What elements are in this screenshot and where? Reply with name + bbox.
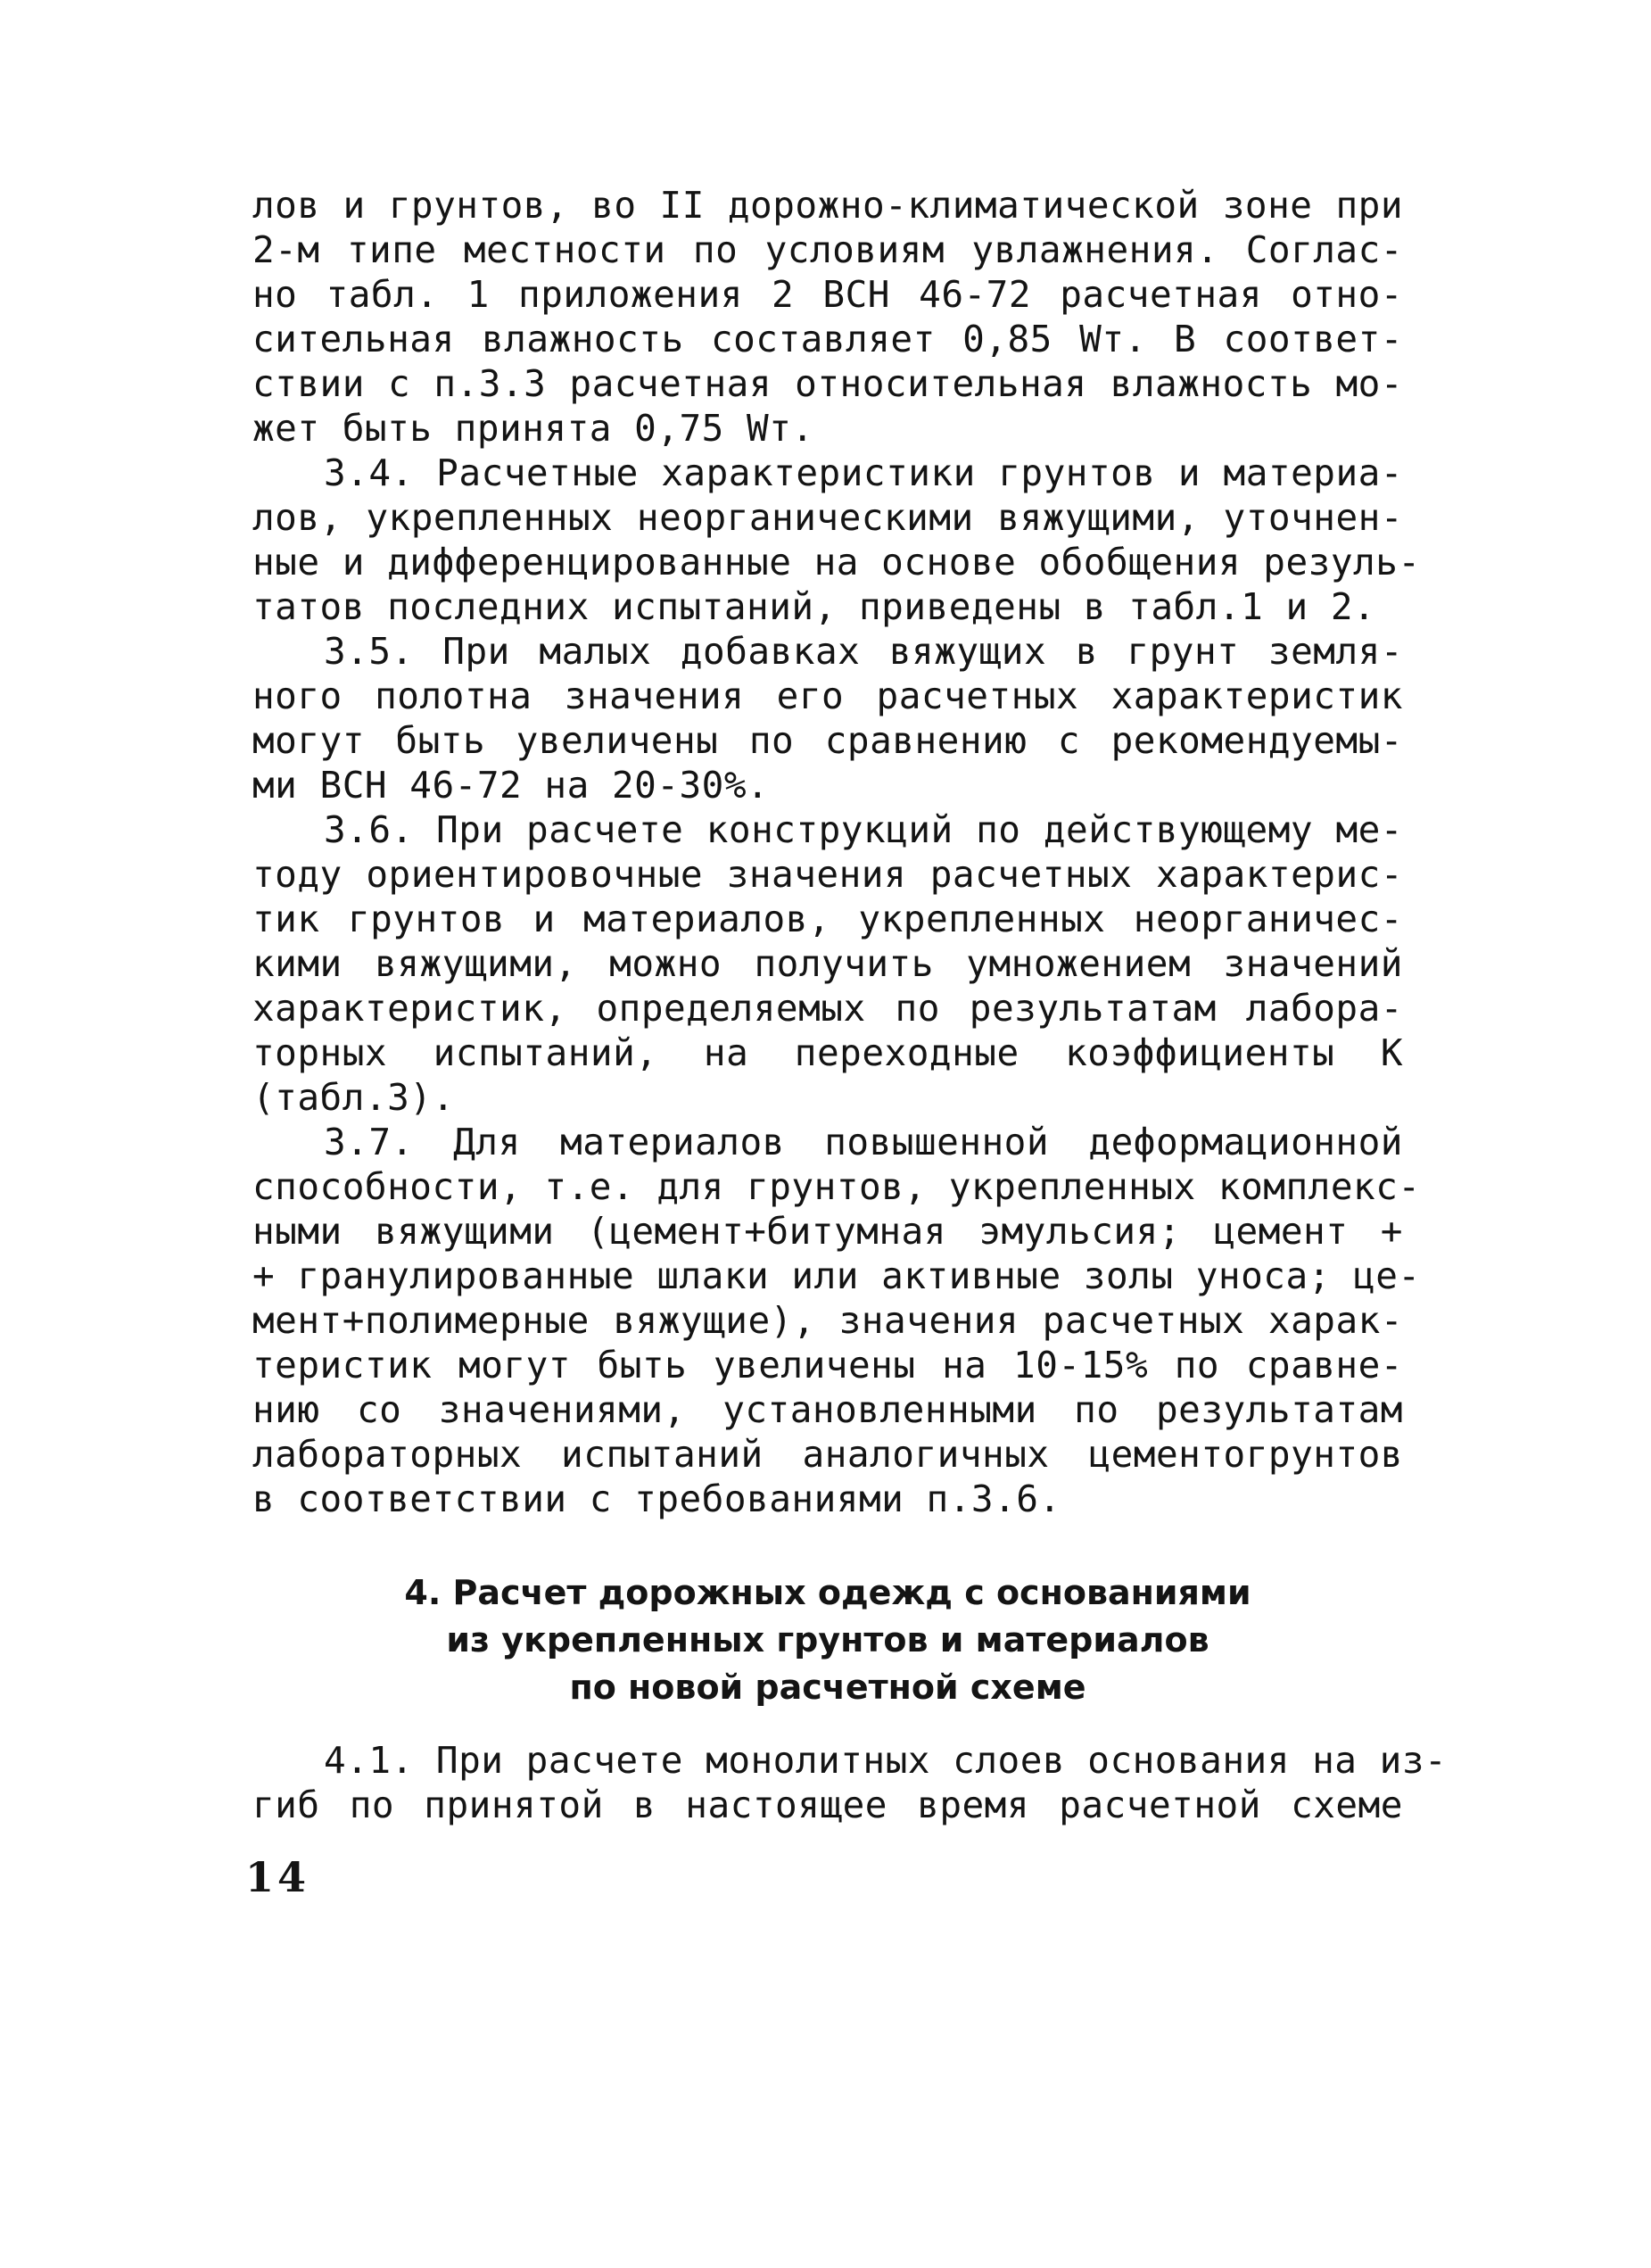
text-line: в соответствии с требованиями п.3.6. xyxy=(252,1478,1061,1520)
paragraph-continuation xyxy=(252,183,1403,451)
text-line: ными вяжущими (цемент+битумная эмульсия; цемент + xyxy=(252,1210,1403,1253)
paragraph-3-7 xyxy=(252,1120,1421,1521)
text-line: мент+полимерные вяжущие), значения расчетных харак- xyxy=(252,1299,1403,1342)
text-line: теристик могут быть увеличены на 10-15% по сравне- xyxy=(252,1344,1403,1386)
text-line: ствии с п.3.3 расчетная относительная влажность мо- xyxy=(252,362,1403,405)
paragraph-4-1 xyxy=(252,1738,1448,1827)
heading-line: 4. Расчет дорожных одежд с основаниями xyxy=(404,1573,1251,1612)
text-line: гиб по принятой в настоящее время расчетной схеме xyxy=(252,1784,1403,1826)
text-line: татов последних испытаний, приведены в табл.1 и 2. xyxy=(252,585,1376,628)
text-line: ного полотна значения его расчетных характеристик xyxy=(252,675,1403,717)
section-heading xyxy=(252,1569,1403,1711)
text-line: 4.1. При расчете монолитных слоев основания на из- xyxy=(324,1739,1448,1782)
text-line: 2-м типе местности по условиям увлажнения. Соглас- xyxy=(252,228,1403,271)
text-line: (табл.3). xyxy=(252,1076,455,1119)
text-line: ми ВСН 46-72 на 20-30%. xyxy=(252,764,770,807)
text-line: жет быть принята 0,75 Wт. xyxy=(252,407,814,450)
text-line: 3.7. Для материалов повышенной деформационной xyxy=(324,1121,1403,1163)
text-line: лов и грунтов, во II дорожно-климатической зоне при xyxy=(252,184,1403,227)
text-line: 3.4. Расчетные характеристики грунтов и материа- xyxy=(324,451,1403,494)
paragraph-3-4 xyxy=(252,451,1421,629)
heading-line: из укрепленных грунтов и материалов xyxy=(446,1620,1209,1660)
text-line: могут быть увеличены по сравнению с рекомендуемы- xyxy=(252,719,1403,762)
text-line: ные и дифференцированные на основе обобщения резуль- xyxy=(252,541,1421,584)
text-line: 3.6. При расчете конструкций по действующему ме- xyxy=(324,808,1403,851)
text-line: лабораторных испытаний аналогичных цементогрунтов xyxy=(252,1433,1403,1476)
text-line: тоду ориентировочные значения расчетных характерис- xyxy=(252,853,1403,896)
text-line: но табл. 1 приложения 2 ВСН 46-72 расчетная отно- xyxy=(252,273,1403,316)
document-page xyxy=(252,183,1448,1827)
text-line: способности, т.е. для грунтов, укрепленных комплекс- xyxy=(252,1165,1421,1208)
text-line: кими вяжущими, можно получить умножением значений xyxy=(252,942,1403,985)
text-line: тик грунтов и материалов, укрепленных неорганичес- xyxy=(252,898,1403,940)
text-line: сительная влажность составляет 0,85 Wт. В соответ- xyxy=(252,318,1403,360)
text-line: 3.5. При малых добавках вяжущих в грунт земля- xyxy=(324,630,1403,673)
page-number: 14 xyxy=(245,1853,310,1901)
text-line: нию со значениями, установленными по результатам xyxy=(252,1388,1403,1431)
paragraph-3-6 xyxy=(252,807,1403,1120)
text-line: характеристик, определяемых по результатам лабора- xyxy=(252,987,1403,1030)
paragraph-3-5 xyxy=(252,629,1403,807)
text-line: + гранулированные шлаки или активные золы уноса; це- xyxy=(252,1254,1421,1297)
text-line: лов, укрепленных неорганическими вяжущими, уточнен- xyxy=(252,496,1403,539)
heading-line: по новой расчетной схеме xyxy=(569,1668,1086,1707)
text-line: торных испытаний, на переходные коэффициенты К xyxy=(252,1031,1403,1074)
